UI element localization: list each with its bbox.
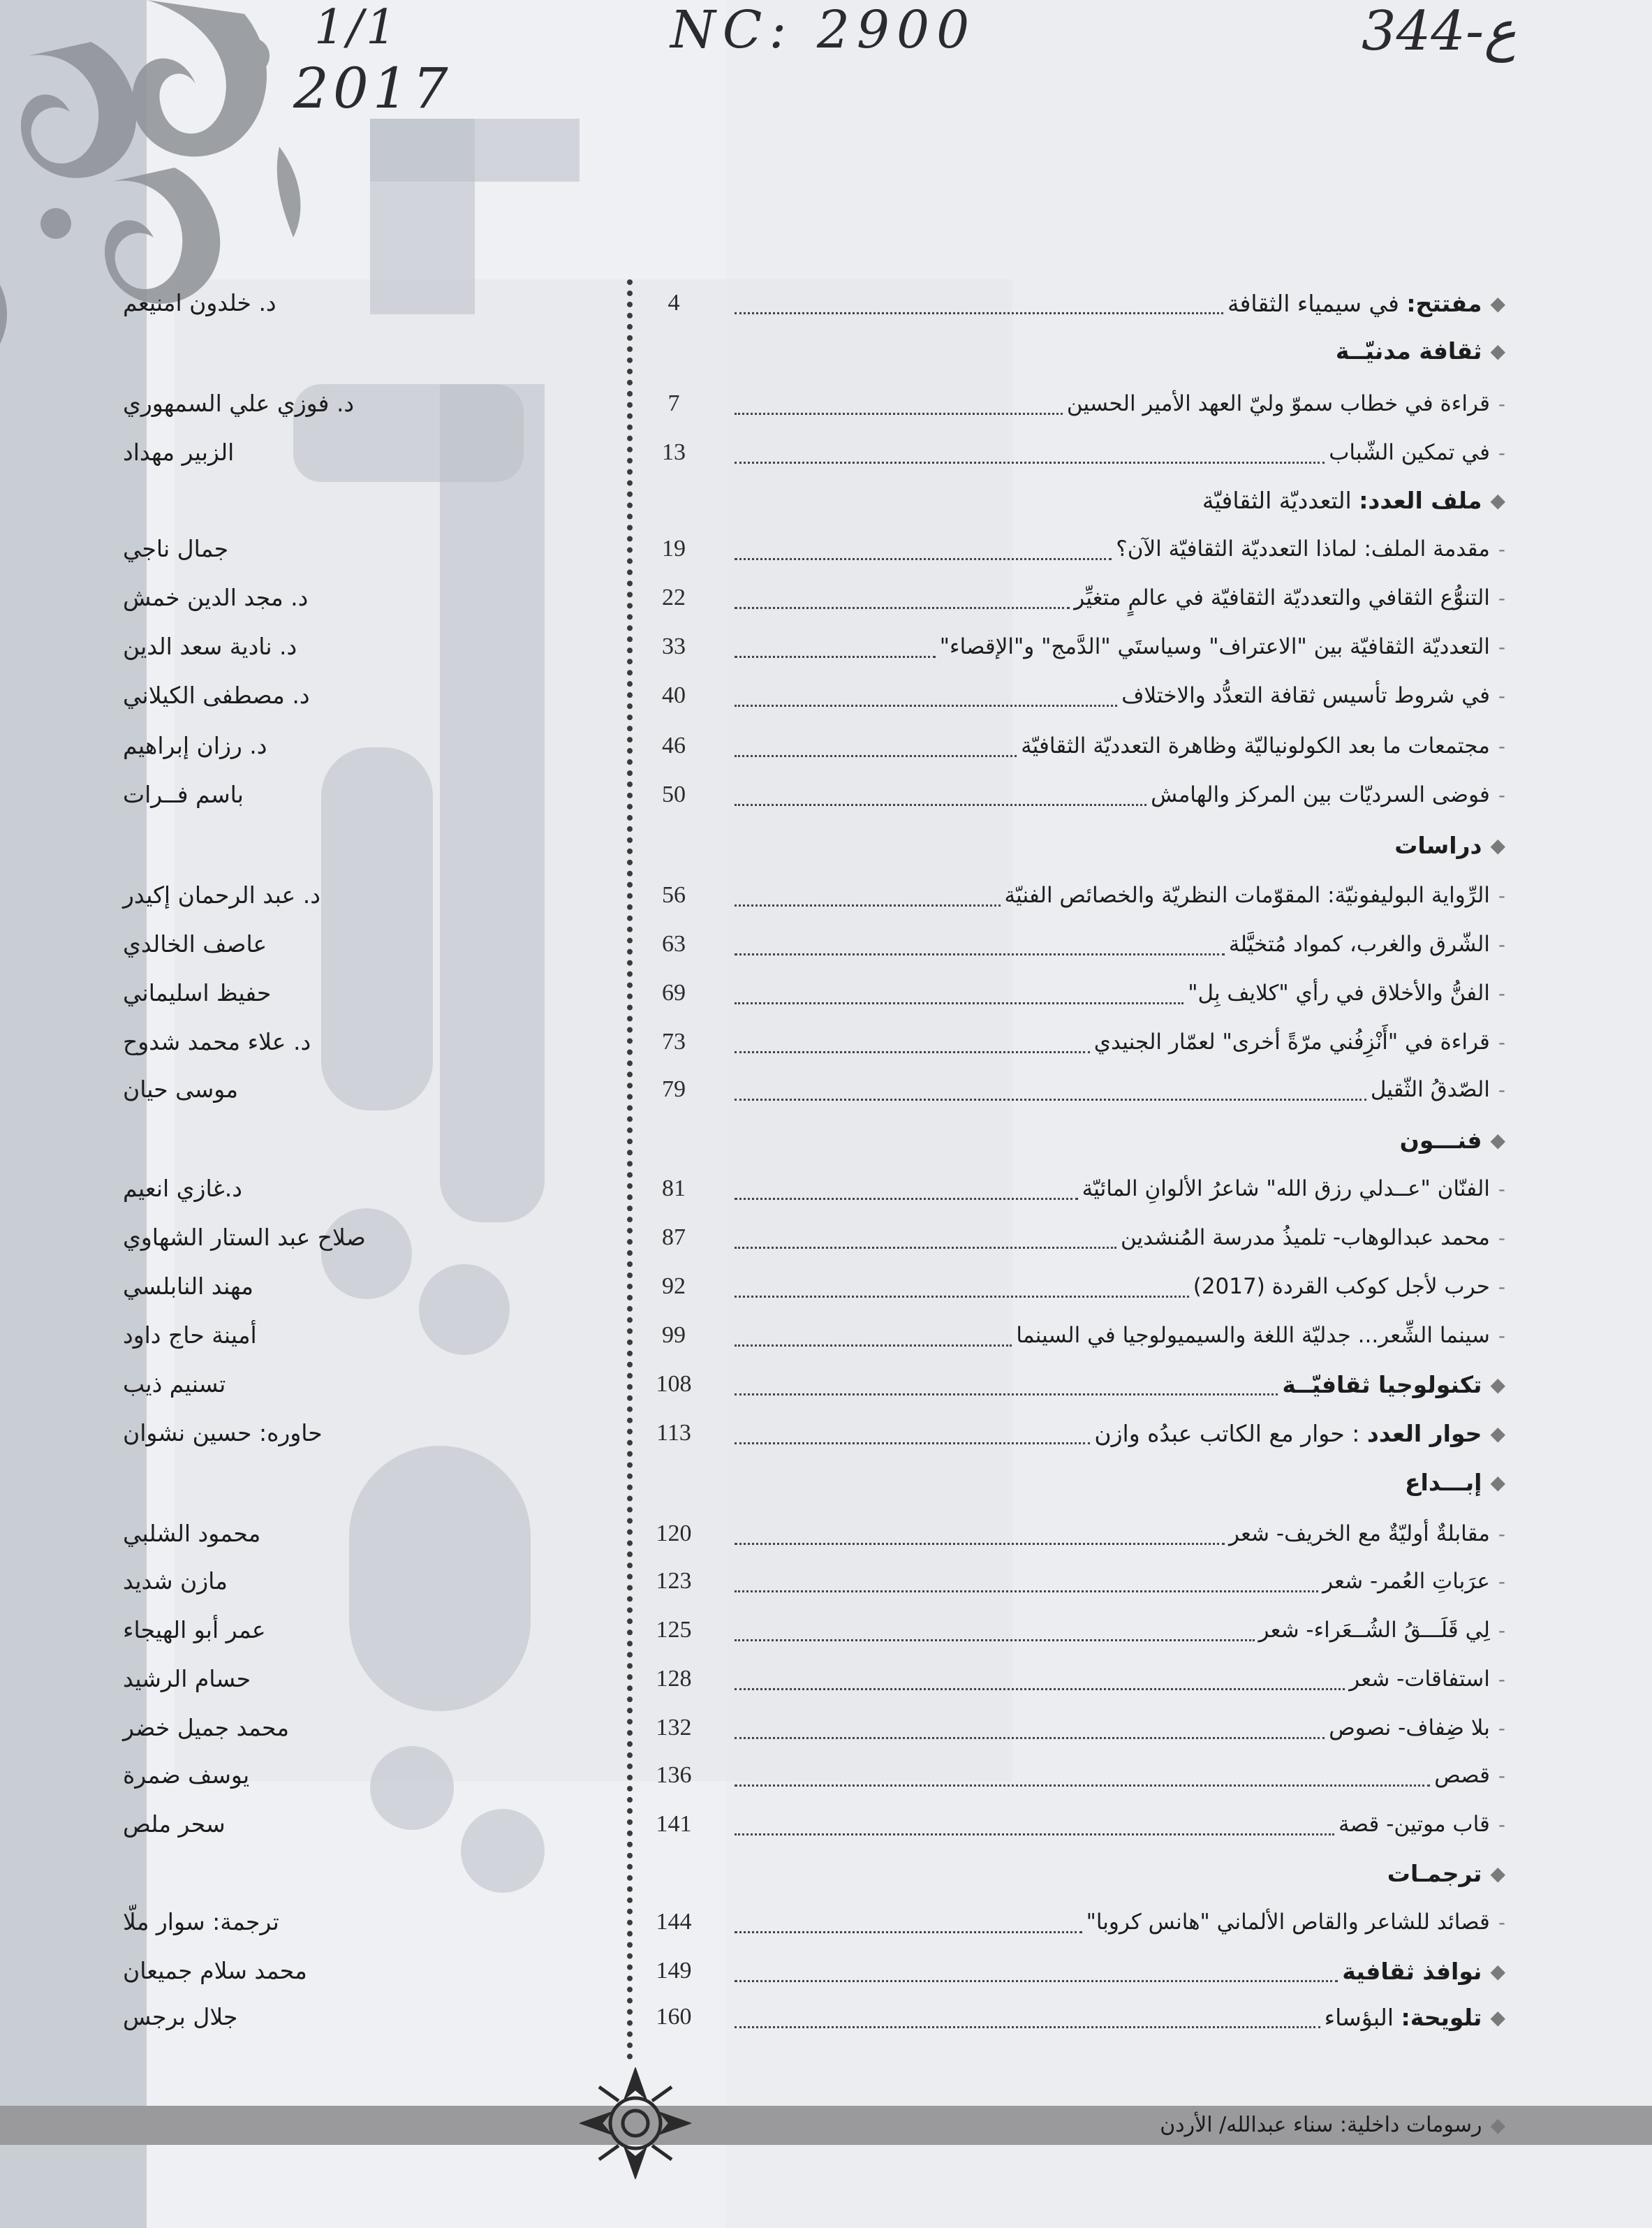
page-number: 123 xyxy=(656,1568,692,1594)
diamond-bullet-icon: ◆ xyxy=(1490,488,1505,512)
toc-entry-title xyxy=(1082,1176,1490,1201)
toc-row[interactable] xyxy=(0,1020,1652,1064)
toc-section-row[interactable] xyxy=(0,1995,1652,2039)
toc-entry-title xyxy=(1387,1860,1482,1887)
rosette-ornament-icon xyxy=(580,2067,691,2179)
section-label: تلويحة: xyxy=(1401,2003,1482,2031)
toc-entry-title xyxy=(1188,981,1490,1006)
page-number: 4 xyxy=(668,290,680,316)
author-name: سحر ملص xyxy=(123,1810,226,1838)
author-name: عمر أبو الهيجاء xyxy=(123,1616,266,1643)
page-number: 69 xyxy=(662,980,686,1006)
article-title: الرِّواية البوليفونيّة: المقوّمات النظريّة والخصائص الفنيّة xyxy=(1004,883,1490,908)
author-name: محمد جميل خضر xyxy=(123,1714,290,1741)
dash-bullet-icon: - xyxy=(1498,932,1505,956)
toc-entry-title xyxy=(1021,733,1490,758)
toc-entry-title xyxy=(1322,1569,1490,1594)
dash-bullet-icon: - xyxy=(1498,1618,1505,1642)
toc-row[interactable] xyxy=(0,971,1652,1016)
dash-bullet-icon: - xyxy=(1498,1812,1505,1836)
page-number: 73 xyxy=(662,1029,686,1055)
page-number: 87 xyxy=(662,1224,686,1250)
toc-entry-title xyxy=(1400,1127,1482,1154)
author-name: مازن شديد xyxy=(123,1567,228,1595)
toc-entry xyxy=(730,1753,1505,1798)
page-number: 136 xyxy=(656,1762,692,1788)
article-title: عرَباتِ العُمر- شعر xyxy=(1322,1569,1490,1594)
toc-entry-title xyxy=(1349,1666,1490,1692)
article-title: التعدديّة الثقافيّة xyxy=(1202,486,1359,514)
article-title: : حوار مع الكاتب عبدُه وازن xyxy=(1094,1419,1367,1447)
article-title: الفنّان "عــدلي رزق الله" شاعرُ الألوانِ المائيّة xyxy=(1082,1176,1490,1201)
article-title: البؤساء xyxy=(1324,2003,1401,2031)
author-name: د. مجد الدين خمش xyxy=(123,584,309,611)
article-title: قاب موتين- قصة xyxy=(1338,1812,1490,1837)
dot-leader xyxy=(735,1051,1090,1053)
toc-entry-title xyxy=(1121,683,1490,708)
toc-entry xyxy=(730,1215,1505,1260)
dot-leader xyxy=(735,1393,1278,1395)
dot-leader xyxy=(735,462,1325,464)
toc-row[interactable] xyxy=(0,1511,1652,1556)
toc-entry-title xyxy=(1151,782,1490,807)
article-title: في تمكين الشّباب xyxy=(1329,440,1490,465)
dash-bullet-icon: - xyxy=(1498,1667,1505,1691)
toc-entry-title xyxy=(1094,1029,1490,1055)
author-name: ترجمة: سوار ملّا xyxy=(123,1908,279,1935)
handwritten-code: NC: 2900 xyxy=(670,0,977,60)
diamond-bullet-icon: ◆ xyxy=(1490,1959,1505,1983)
article-title: مجتمعات ما بعد الكولونياليّة وظاهرة التعدديّة الثقافيّة xyxy=(1021,733,1490,758)
dot-leader xyxy=(735,1590,1318,1592)
toc-entry xyxy=(730,1264,1505,1309)
article-title: التنوُّع الثقافي والتعدديّة الثقافيّة في عالمٍ متغيِّر xyxy=(1074,585,1490,610)
toc-row[interactable] xyxy=(0,1215,1652,1260)
dot-leader xyxy=(735,1247,1116,1249)
dash-bullet-icon: - xyxy=(1498,1569,1505,1593)
page-number: 99 xyxy=(662,1322,686,1348)
toc-row[interactable] xyxy=(0,624,1652,669)
toc-entry xyxy=(730,971,1505,1016)
dash-bullet-icon: - xyxy=(1498,635,1505,659)
toc-row[interactable] xyxy=(0,576,1652,620)
toc-section-row[interactable] xyxy=(0,1949,1652,1993)
toc-row[interactable] xyxy=(0,1166,1652,1211)
author-name: موسى حيان xyxy=(123,1076,239,1103)
page-number: 113 xyxy=(656,1420,691,1446)
toc-entry-title xyxy=(1325,2004,1482,2031)
dash-bullet-icon: - xyxy=(1498,1522,1505,1546)
toc-section-row[interactable] xyxy=(0,823,1652,867)
author-name: حسام الرشيد xyxy=(123,1665,251,1692)
toc-entry-title xyxy=(1229,1521,1490,1546)
author-name: حاوره: حسين نشوان xyxy=(123,1419,323,1446)
toc-row[interactable] xyxy=(0,1264,1652,1309)
section-label: إبـــداع xyxy=(1404,1468,1482,1496)
dash-bullet-icon: - xyxy=(1498,1716,1505,1740)
toc-row[interactable] xyxy=(0,430,1652,475)
toc-row[interactable] xyxy=(0,1900,1652,1944)
article-title: مقدمة الملف: لماذا التعدديّة الثقافيّة الآن؟ xyxy=(1116,536,1490,562)
toc-section-row[interactable] xyxy=(0,1362,1652,1407)
author-name: يوسف ضمرة xyxy=(123,1761,250,1789)
handwritten-year: 2017 xyxy=(293,56,452,121)
toc-entry-title xyxy=(1067,391,1490,416)
toc-row[interactable] xyxy=(0,381,1652,426)
toc-entry-title xyxy=(1086,1910,1490,1935)
section-label: ثقافة مدنيّــة xyxy=(1335,337,1482,365)
toc-section-row[interactable] xyxy=(0,1851,1652,1896)
diamond-bullet-icon: ◆ xyxy=(1490,339,1505,362)
toc-section-row[interactable] xyxy=(0,478,1652,522)
dash-bullet-icon: - xyxy=(1498,1078,1505,1101)
author-name: د. عبد الرحمان إكيدر xyxy=(123,881,320,909)
dot-leader xyxy=(735,1344,1012,1347)
toc-row[interactable] xyxy=(0,873,1652,918)
page-number: 7 xyxy=(668,390,680,416)
dash-bullet-icon: - xyxy=(1498,1226,1505,1249)
dot-leader xyxy=(735,1639,1255,1641)
toc-row[interactable] xyxy=(0,922,1652,967)
toc-row[interactable] xyxy=(0,1559,1652,1604)
toc-entry xyxy=(730,624,1505,669)
toc-entry-title xyxy=(1121,1225,1490,1250)
toc-section-row[interactable] xyxy=(0,1411,1652,1456)
dash-bullet-icon: - xyxy=(1498,884,1505,907)
author-name: الزبير مهداد xyxy=(123,439,235,466)
page-number: 108 xyxy=(656,1371,692,1397)
section-label: دراسات xyxy=(1394,831,1482,859)
toc-row[interactable] xyxy=(0,673,1652,718)
article-title: الشّرق والغرب، كمواد مُتخيَّلة xyxy=(1228,932,1490,957)
toc-entry-title xyxy=(1074,585,1490,610)
diamond-bullet-icon: ◆ xyxy=(1490,1372,1505,1396)
toc-entry-title xyxy=(1329,1715,1490,1740)
toc-entry-title xyxy=(1005,883,1490,908)
article-title: الفنُّ والأخلاق في رأي "كلايف بِل" xyxy=(1188,981,1490,1006)
author-name: د. رزان إبراهيم xyxy=(123,732,267,759)
toc-entry xyxy=(730,1657,1505,1701)
toc-entry-title xyxy=(1405,1469,1482,1496)
author-name: د. خلدون امنيعم xyxy=(123,289,276,316)
article-title: سينما الشِّعر... جدليّة اللغة والسيميولوجيا في السينما xyxy=(1016,1323,1490,1348)
dot-leader xyxy=(735,312,1223,314)
diamond-bullet-icon: ◆ xyxy=(1490,2113,1505,2137)
dash-bullet-icon: - xyxy=(1498,1030,1505,1054)
toc-row[interactable] xyxy=(0,527,1652,571)
toc-entry xyxy=(730,478,1505,522)
author-name: عاصف الخالدي xyxy=(123,930,267,958)
article-title: استفاقات- شعر xyxy=(1349,1666,1490,1692)
dot-leader xyxy=(735,1980,1338,1982)
dot-leader xyxy=(735,705,1117,707)
illustration-credit xyxy=(1160,2106,1505,2145)
toc-entry xyxy=(730,673,1505,718)
toc-entry xyxy=(730,1559,1505,1604)
toc-entry xyxy=(730,381,1505,426)
dot-leader xyxy=(735,1931,1082,1933)
page-number: 79 xyxy=(662,1076,686,1102)
diamond-bullet-icon: ◆ xyxy=(1490,1470,1505,1494)
diamond-bullet-icon: ◆ xyxy=(1490,1128,1505,1152)
toc-entry-title xyxy=(1193,1274,1490,1299)
article-title: محمد عبدالوهاب- تلميذُ مدرسة المُنشدين xyxy=(1120,1225,1490,1250)
author-name: د. نادية سعد الدين xyxy=(123,633,297,660)
toc-entry xyxy=(730,823,1505,867)
toc-row[interactable] xyxy=(0,1802,1652,1847)
toc-section-row[interactable] xyxy=(0,328,1652,373)
author-name: د. فوزي علي السمهوري xyxy=(123,390,355,417)
toc-entry-title xyxy=(1338,1812,1490,1837)
toc-entry xyxy=(730,1511,1505,1556)
toc-entry xyxy=(730,922,1505,967)
toc-row[interactable] xyxy=(0,1753,1652,1798)
dash-bullet-icon: - xyxy=(1498,684,1505,708)
dot-leader xyxy=(735,2026,1320,2028)
toc-entry-title xyxy=(1282,1371,1482,1398)
page-number: 50 xyxy=(662,782,686,807)
page-number: 22 xyxy=(662,585,686,610)
toc-entry xyxy=(730,430,1505,475)
toc-entry-title xyxy=(1202,487,1482,514)
dash-bullet-icon: - xyxy=(1498,734,1505,758)
toc-entry xyxy=(730,1460,1505,1504)
page-number: 40 xyxy=(662,682,686,708)
toc-entry xyxy=(730,1411,1505,1456)
page-number: 33 xyxy=(662,633,686,659)
toc-entry xyxy=(730,527,1505,571)
dot-leader xyxy=(735,607,1070,609)
dot-leader xyxy=(735,953,1225,955)
toc-entry-title xyxy=(1394,832,1482,859)
article-title: في شروط تأسيس ثقافة التعدُّد والاختلاف xyxy=(1121,683,1490,708)
author-name: جمال ناجي xyxy=(123,535,229,562)
author-name: مهند النابلسي xyxy=(123,1273,253,1300)
toc-entry xyxy=(730,1362,1505,1407)
author-name: محمد سلام جميعان xyxy=(123,1957,307,1984)
toc-entry xyxy=(730,1067,1505,1112)
dash-bullet-icon: - xyxy=(1498,537,1505,561)
article-title: في سيمياء الثقافة xyxy=(1227,289,1407,317)
article-title: قراءة في "أَنْزِفُني مرّةً أخرى" لعمّار الجنيدي xyxy=(1093,1029,1490,1055)
toc-row[interactable] xyxy=(0,724,1652,768)
dot-leader xyxy=(735,1099,1366,1101)
toc-entry xyxy=(730,576,1505,620)
handwritten-number: 344-ع xyxy=(1362,0,1517,63)
toc-entry-title xyxy=(1371,1077,1490,1102)
dot-leader xyxy=(735,1198,1078,1200)
author-name: د. علاء محمد شدوح xyxy=(123,1028,311,1055)
article-title: بلا ضِفاف- نصوص xyxy=(1329,1715,1490,1740)
article-title: الصّدقُ الثّقيل xyxy=(1370,1077,1490,1102)
page-number: 125 xyxy=(656,1617,692,1643)
toc-entry xyxy=(730,1608,1505,1652)
toc-entry-title xyxy=(1329,440,1490,465)
toc-entry xyxy=(730,724,1505,768)
dash-bullet-icon: - xyxy=(1498,981,1505,1005)
diamond-bullet-icon: ◆ xyxy=(1490,291,1505,315)
toc-entry-title xyxy=(1342,1958,1482,1985)
article-title: التعدديّة الثقافيّة بين "الاعتراف" وسياستَي "الدَّمج" و"الإقصاء" xyxy=(939,634,1490,659)
toc-row[interactable] xyxy=(0,1067,1652,1112)
article-title: حرب لأجل كوكب القردة (2017) xyxy=(1193,1274,1490,1299)
article-title: فوضى السرديّات بين المركز والهامش xyxy=(1151,782,1490,807)
dash-bullet-icon: - xyxy=(1498,1764,1505,1787)
toc-entry xyxy=(730,1851,1505,1896)
page-number: 81 xyxy=(662,1175,686,1201)
page-number: 92 xyxy=(662,1273,686,1299)
article-title: مقابلةٌ أوليّةٌ مع الخريف- شعر xyxy=(1229,1521,1490,1546)
dot-leader xyxy=(735,1784,1430,1787)
toc-row[interactable] xyxy=(0,772,1652,817)
toc-section-row[interactable] xyxy=(0,1460,1652,1504)
toc-entry-title xyxy=(1259,1618,1490,1643)
toc-entry xyxy=(730,1166,1505,1211)
toc-entry xyxy=(730,1900,1505,1944)
author-name: جلال برجس xyxy=(123,2003,238,2030)
dash-bullet-icon: - xyxy=(1498,1910,1505,1934)
page-number: 63 xyxy=(662,931,686,957)
dash-bullet-icon: - xyxy=(1498,441,1505,464)
toc-entry xyxy=(730,1706,1505,1750)
footer-bar xyxy=(0,2106,1652,2145)
article-title: لِي قَلَـــقُ الشُــعَراء- شعر xyxy=(1258,1618,1490,1643)
toc-entry xyxy=(730,1020,1505,1064)
section-label: نوافذ ثقافية xyxy=(1342,1957,1482,1985)
dot-leader xyxy=(735,1296,1189,1298)
dot-leader xyxy=(735,1442,1090,1444)
section-label: حوار العدد xyxy=(1366,1419,1482,1447)
dot-leader xyxy=(735,1833,1334,1835)
section-label: مفتتح: xyxy=(1406,289,1482,317)
toc-row[interactable] xyxy=(0,1313,1652,1358)
author-name: تسنيم ذيب xyxy=(123,1370,226,1398)
dash-bullet-icon: - xyxy=(1498,1324,1505,1347)
section-label: ترجمـات xyxy=(1387,1859,1482,1887)
toc-entry-title xyxy=(1434,1763,1490,1788)
diamond-bullet-icon: ◆ xyxy=(1490,2005,1505,2029)
section-label: ملف العدد: xyxy=(1359,486,1482,514)
toc-entry-title xyxy=(1227,290,1482,317)
dot-leader xyxy=(735,413,1063,415)
toc-row[interactable] xyxy=(0,1608,1652,1652)
author-name: د.غازي انعيم xyxy=(123,1175,242,1202)
author-name: باسم فــرات xyxy=(123,781,244,808)
dot-leader xyxy=(735,755,1017,757)
dot-leader xyxy=(735,904,1001,907)
toc-entry xyxy=(730,873,1505,918)
dash-bullet-icon: - xyxy=(1498,1275,1505,1298)
page-number: 160 xyxy=(656,2004,692,2030)
page-number: 120 xyxy=(656,1520,692,1546)
page-number: 128 xyxy=(656,1666,692,1692)
toc-row[interactable] xyxy=(0,1706,1652,1750)
toc-entry xyxy=(730,328,1505,373)
toc-entry-title xyxy=(940,634,1490,659)
page-number: 132 xyxy=(656,1715,692,1740)
toc-entry xyxy=(730,772,1505,817)
toc-entry-title xyxy=(1094,1420,1482,1447)
toc-entry-title xyxy=(1016,1323,1489,1348)
page-number: 141 xyxy=(656,1811,692,1837)
toc-entry xyxy=(730,1117,1505,1162)
dot-leader xyxy=(735,1543,1225,1545)
dash-bullet-icon: - xyxy=(1498,586,1505,610)
dot-leader xyxy=(735,1002,1183,1004)
section-label: تكنولوجيا ثقافيّــة xyxy=(1282,1370,1482,1398)
section-label: فنـــون xyxy=(1399,1126,1482,1154)
author-name: أمينة حاج داود xyxy=(123,1321,257,1349)
article-title: قصص xyxy=(1434,1763,1490,1788)
dot-leader xyxy=(735,656,936,658)
dot-leader xyxy=(735,558,1112,560)
author-name: صلاح عبد الستار الشهاوي xyxy=(123,1224,366,1251)
diamond-bullet-icon: ◆ xyxy=(1490,1421,1505,1445)
toc-entry xyxy=(730,1949,1505,1993)
dash-bullet-icon: - xyxy=(1498,392,1505,416)
diamond-bullet-icon: ◆ xyxy=(1490,833,1505,857)
toc-entry-title xyxy=(1116,536,1490,562)
toc-entry xyxy=(730,1802,1505,1847)
page-number: 13 xyxy=(662,439,686,465)
toc-section-row[interactable] xyxy=(0,281,1652,325)
author-name: د. مصطفى الكيلاني xyxy=(123,682,310,709)
page-number: 19 xyxy=(662,536,686,562)
toc-entry-title xyxy=(1229,932,1490,957)
page-number: 56 xyxy=(662,882,686,908)
dot-leader xyxy=(735,1737,1325,1739)
illustration-credit-text: رسومات داخلية: سناء عبدالله/ الأردن xyxy=(1160,2113,1482,2137)
page-number: 149 xyxy=(656,1958,692,1984)
dot-leader xyxy=(735,1688,1345,1690)
handwritten-note: 1/1 xyxy=(314,0,399,55)
dot-leader xyxy=(735,804,1146,806)
toc-entry-title xyxy=(1336,337,1482,365)
page-number: 144 xyxy=(656,1909,692,1935)
page-number: 46 xyxy=(662,733,686,758)
article-title: قراءة في خطاب سموّ وليّ العهد الأمير الحسين xyxy=(1066,391,1490,416)
dash-bullet-icon: - xyxy=(1498,783,1505,807)
toc-section-row[interactable] xyxy=(0,1117,1652,1162)
article-title: قصائد للشاعر والقاص الألماني "هانس كروبا" xyxy=(1086,1910,1490,1935)
toc-entry xyxy=(730,1995,1505,2039)
dash-bullet-icon: - xyxy=(1498,1177,1505,1201)
diamond-bullet-icon: ◆ xyxy=(1490,1861,1505,1885)
toc-row[interactable] xyxy=(0,1657,1652,1701)
author-name: حفيظ اسليماني xyxy=(123,979,272,1006)
toc-entry xyxy=(730,281,1505,325)
author-name: محمود الشلبي xyxy=(123,1520,261,1547)
toc-entry xyxy=(730,1313,1505,1358)
